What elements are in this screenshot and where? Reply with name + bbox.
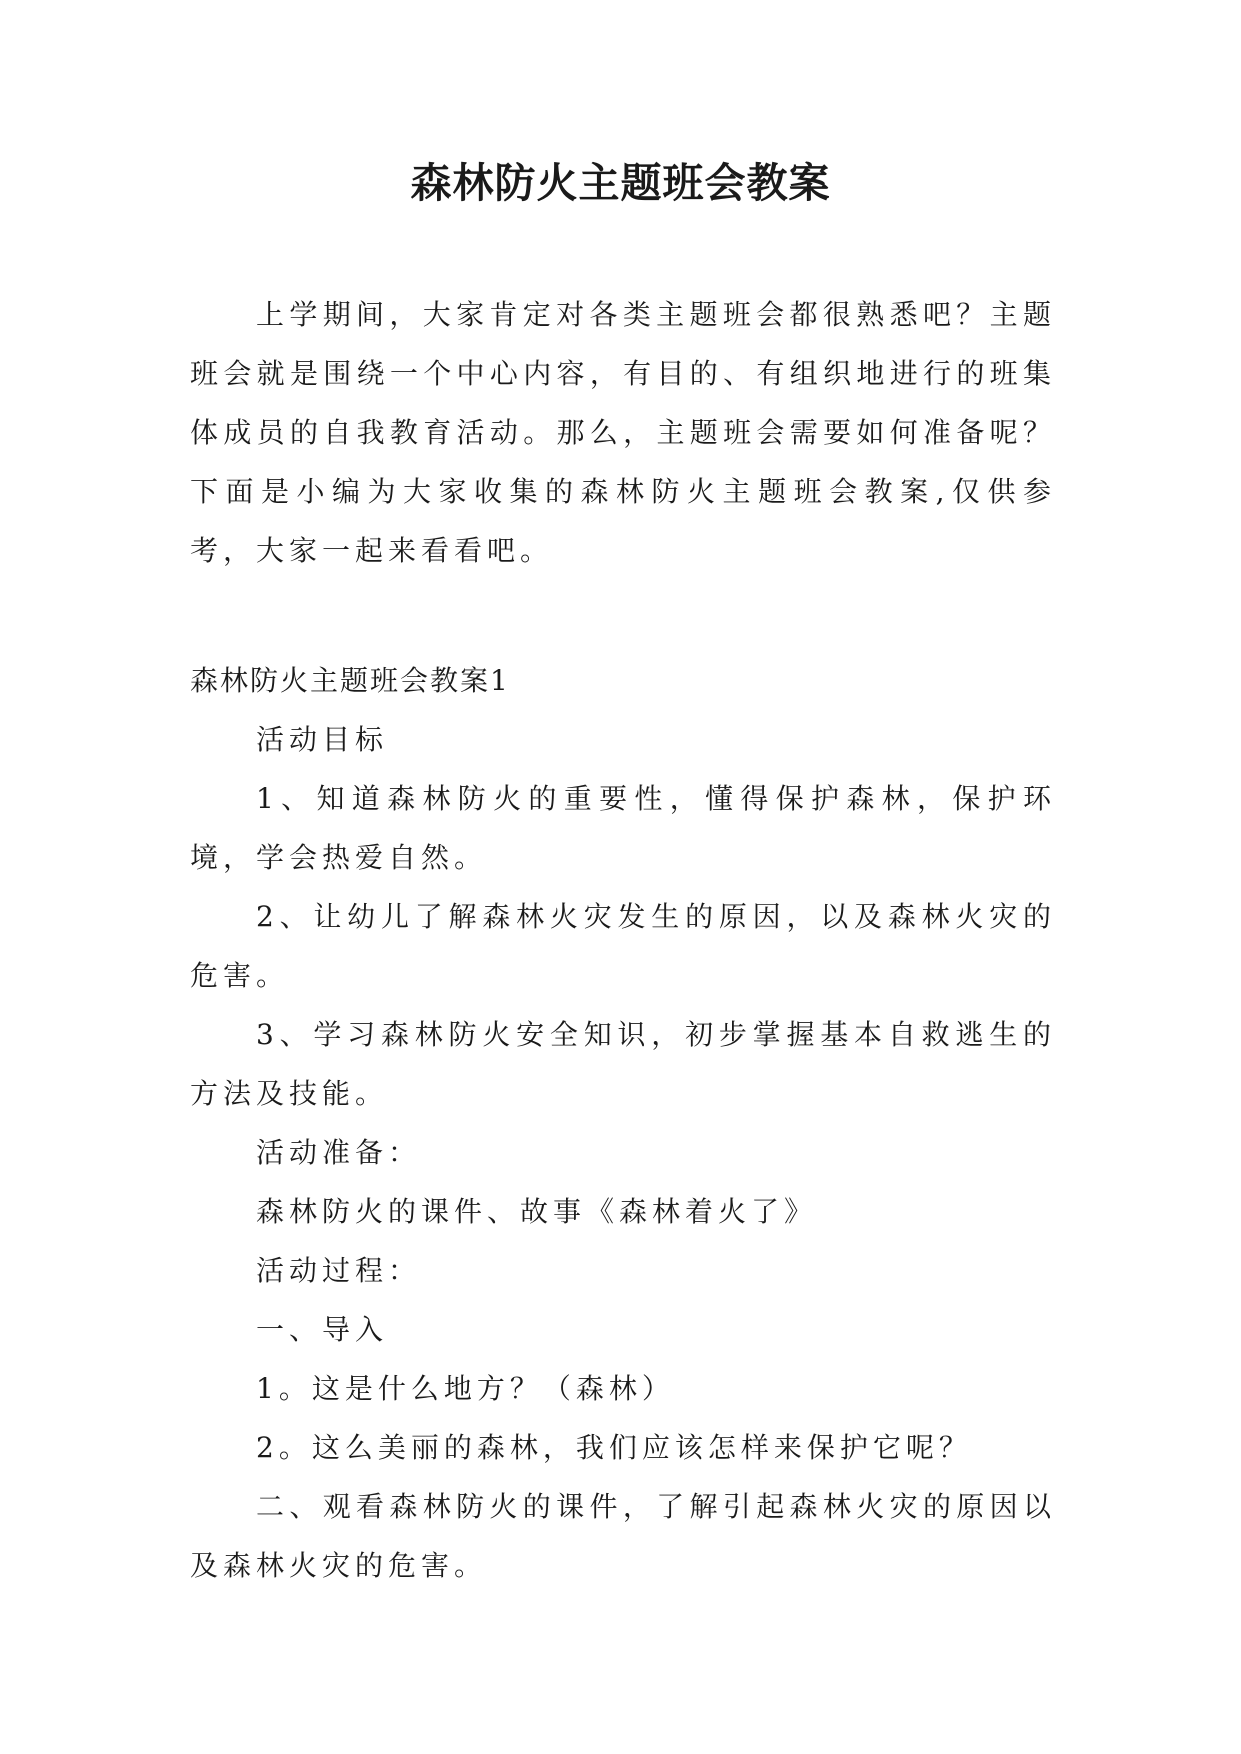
paragraph-goal-1: 1、知道森林防火的重要性，懂得保护森林，保护环境，学会热爱自然。 — [190, 782, 1056, 874]
paragraph-step-two: 二、观看森林防火的课件，了解引起森林火灾的原因以及森林火灾的危害。 — [190, 1490, 1056, 1582]
paragraph-step-intro: 一、导入 — [256, 1313, 389, 1346]
paragraph-question-2: 2。这么美丽的森林，我们应该怎样来保护它呢？ — [256, 1431, 972, 1464]
paragraph-activity-goal: 活动目标 — [256, 723, 389, 756]
paragraph-goal-3: 3、学习森林防火安全知识，初步掌握基本自救逃生的方法及技能。 — [190, 1018, 1056, 1110]
intro-paragraph: 上学期间，大家肯定对各类主题班会都很熟悉吧？主题班会就是围绕一个中心内容，有目的、有组织地进行的班集体成员的自我教育活动。那么，主题班会需要如何准备呢？下面是小编为大家收集的森林防火主题班会教案,仅供参考，大家一起来看看吧。 — [190, 298, 1056, 567]
document-title: 森林防火主题班会教案 — [410, 159, 831, 207]
paragraph-activity-process: 活动过程： — [256, 1254, 422, 1287]
paragraph-prep-materials: 森林防火的课件、故事《森林着火了》 — [256, 1195, 818, 1228]
paragraph-goal-2: 2、让幼儿了解森林火灾发生的原因，以及森林火灾的危害。 — [190, 900, 1056, 992]
section-heading: 森林防火主题班会教案1 — [190, 664, 510, 697]
paragraph-activity-prep: 活动准备： — [256, 1136, 422, 1169]
paragraph-question-1: 1。这是什么地方？（森林） — [256, 1372, 675, 1405]
document-body — [190, 285, 1056, 1595]
